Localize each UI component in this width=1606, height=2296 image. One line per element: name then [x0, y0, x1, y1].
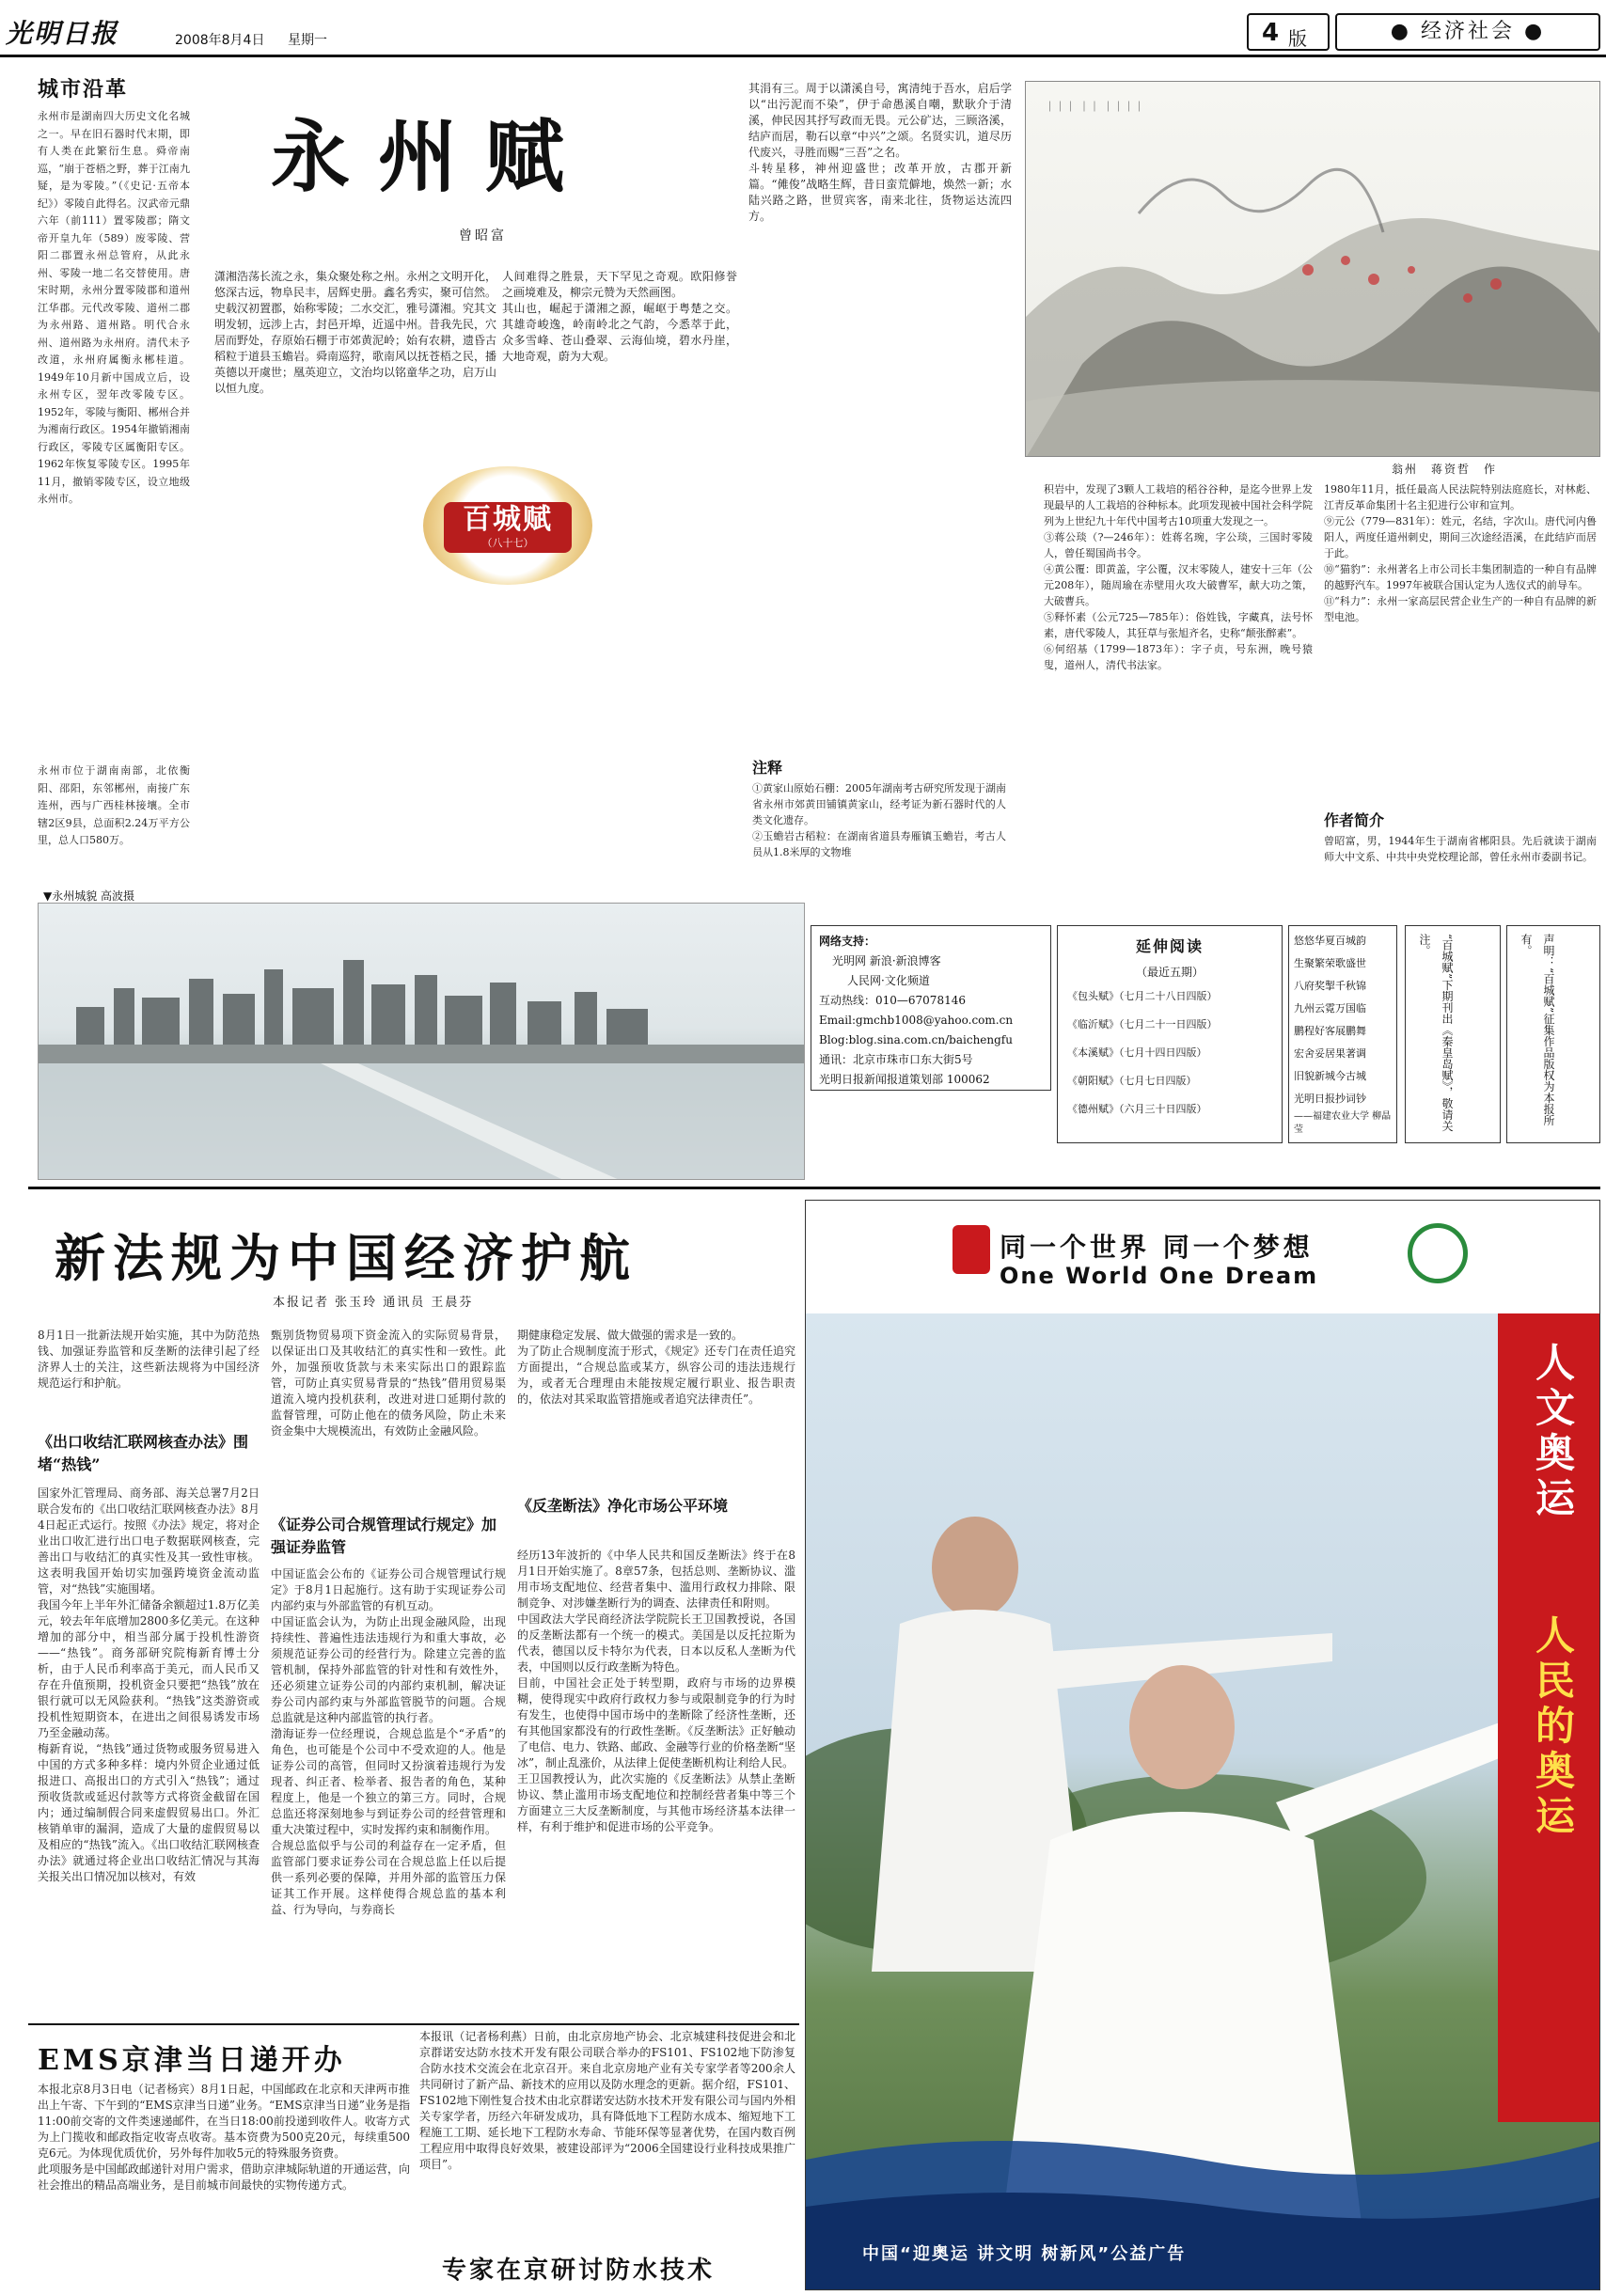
sidebar-city-history — [38, 73, 190, 891]
support-blog[interactable]: Blog:blog.sina.com.cn/baichengfu — [819, 1033, 1013, 1046]
reading-title: 延伸阅读 — [1135, 937, 1204, 955]
support-email[interactable]: Email:gmchb1008@yahoo.com.cn — [819, 1014, 1014, 1027]
law-col-3b: 经历13年波折的《中华人民共和国反垄断法》终于在8月1日开始实施了。8章57条，包括总则、垄断协议、滥用市场支配地位、经营者集中、滥用行政权力排除、限制竞争、对涉嫌垄断行为的调查、法律责任和附则。 中国政法大学民商经济法学院院长王卫国教授说，各国的反垄断法都有一个统一的模式。美国是以反托拉斯为代表，德国以反卡特尔为代表，日本以反私人垄断为代表，中国则以反行政垄断为特色。 目前，中国社会正处于转型期，政府与市场的边界模糊，使得现实中政府行政权力参与或限制竞争的行为时有发生，也使得中国市场中的垄断除了经济性垄断，还有其他国家都没有的行政性垄断。《反垄断法》正好触动了电信、电力、铁路、邮政、金融等行业的价格垄断“坚冰”，制止乱涨价，从法律上促使垄断机构让利给人民。 王卫国教授认为，此次实施的《反垄断法》从禁止垄断协议、禁止滥用市场支配地位和控制经营者集中等三个方面建立三大反垄断制度，与其他市场经济基本法律一样，有利于维护和促进市场的公平竞争。 — [517, 1549, 795, 1833]
support-title: 网络支持： — [819, 935, 876, 948]
ems-title: EMS京津当日递开办 — [38, 2044, 346, 2077]
masthead-date: 2008年8月4日 — [175, 33, 265, 48]
page-number-box — [1247, 13, 1330, 51]
copyright-note — [1506, 925, 1600, 1143]
law-title: 新法规为中国经济护航 — [55, 1228, 638, 1288]
city-photo-caption: ▼永州城貌 高波摄 — [43, 889, 135, 903]
copyright-text: 声明：“百城赋”征集作品版权为本报所有。 — [1519, 934, 1555, 1126]
author-intro-title: 作者简介 — [1324, 811, 1385, 829]
law-col-2a: 甄别货物贸易项下资金流入的实际贸易背景，以保证出口及其收结汇的真实性和一致性。此外，加强预收货款与未来实际出口的跟踪监管，可防止真实贸易背景的“热钱”借用贸易渠道流入境内投机获利，改进对进口延期付款的监督管理，可防止他在的债务风险，防止未来资金集中大规模流出，有效防止金融风险。 — [271, 1329, 506, 1438]
fu-title: 永州赋 — [271, 111, 593, 203]
notes-title: 注释 — [752, 759, 783, 777]
reading-subtitle: （最近五期） — [1135, 966, 1204, 979]
ad-photo — [806, 1313, 1600, 2290]
poem-box — [1288, 925, 1397, 1143]
badge-label: 百城赋 — [463, 503, 553, 536]
section-label: 经济社会 — [1420, 20, 1515, 43]
page-unit: 版 — [1288, 27, 1307, 50]
sidebar-body: 永州市是湖南四大历史文化名城之一。早在旧石器时代末期，即有人类在此繁衍生息。舜帝南巡，“崩于苍梧之野，葬于江南九疑，是为零陵。”（《史记·五帝本纪》）零陵自此得名。汉武帝元鼎六年（前111）置零陵郡；隋文帝开皇九年（589）废零陵、营阳二郡置永州总管府，从此永州、零陵一地二名交替使用。唐宋时期，永州分置零陵郡和道州江华郡。元代改零陵、道州二郡为永州路、道州路。明代合永州、道州路为永州府。清代未予改道，永州府属衡永郴桂道。1949年10月新中国成立后，设永州专区，翌年改零陵专区。1952年，零陵与衡阳、郴州合并为湘南行政区。1954年撤销湘南行政区，零陵专区属衡阳专区。1962年恢复零陵专区。1995年11月，撤销零陵专区，设立地级永州市。 — [38, 110, 190, 505]
top-rule — [0, 55, 1606, 57]
network-support-box — [811, 925, 1051, 1091]
reading-item[interactable]: 《本溪赋》（七月十四日四版） — [1067, 1046, 1207, 1059]
poem-line: 八府奖掣千秋锦 — [1294, 980, 1366, 992]
beijing-emblem-icon — [953, 1225, 990, 1274]
ad-footer: 中国“迎奥运 讲文明 树新风”公益广告 — [862, 2244, 1187, 2264]
olympic-ad[interactable] — [805, 1200, 1600, 2290]
ad-vertical-text-1: 人文奥运 — [1530, 1342, 1576, 1522]
masthead-weekday: 星期一 — [288, 33, 327, 48]
masthead — [0, 0, 1606, 56]
law-col-2b: 中国证监会公布的《证券公司合规管理试行规定》于8月1日起施行。这有助于实现证券公司内部约束与外部监管的有机互动。 中国证监会认为，为防止出现金融风险，出现持续性、普遍性违法违规行为和重大事故，必须规范证券公司的经营行为。除建立完善的监管机制，保持外部监管的针对性和有效性外，还必须建立证券公司的内部约束机制，解决证券公司内部约束与外部监管脱节的问题。合规总监就是这种内部监管的执行者。 渤海证券一位经理说，合规总监是个“矛盾”的角色，也可能是个公司中不受欢迎的人。他是证券公司的高管，但同时又扮演着违规行为发现者、纠正者、检举者、报告者的角色，某种程度上，他是一个独立的第三方。同时，合规总监还将深刻地参与到证券公司的经营管理和重大决策过程中，实时发挥约束和制衡作用。 合规总监似乎与公司的利益存在一定矛盾，但监管部门要求证券公司在合规总监上任以后提供一系列必要的保障，并用外部的监管压力保证其工作开展。这样使得合规总监的基本利益、行为导向，与券商长 — [271, 1567, 506, 1916]
ad-vertical-text-2: 人民的奥运 — [1530, 1614, 1576, 1840]
ad-photo-svg — [806, 1313, 1600, 2290]
painting-svg — [1026, 82, 1600, 457]
reading-item[interactable]: 《朝阳赋》（七月七日四版） — [1067, 1075, 1197, 1087]
waterproof-title: 专家在京研讨防水技术 — [442, 2257, 716, 2285]
author-intro-body: 曾昭富，男，1944年生于湖南省郴阳县。先后就读于湖南师大中文系、中共中央党校理论部，曾任永州市委副书记。 — [1324, 835, 1597, 863]
ad-red-banner — [1498, 1313, 1600, 2122]
section-divider — [28, 1187, 1600, 1189]
city-photo — [38, 903, 805, 1180]
law-subhead-1: 《出口收结汇联网核查办法》围堵“热钱” — [38, 1433, 249, 1473]
reading-item[interactable]: 《临沂赋》（七月二十一日四版） — [1067, 1018, 1218, 1030]
painting-caption: 翁州 蒋资哲 作 — [1392, 463, 1498, 476]
poem-signature: ——福建农业大学 柳晶莹 — [1294, 1111, 1392, 1135]
fu-column-1: 潇湘浩荡长流之永，集众聚处称之州。永州之文明开化，悠深古远，物阜民丰，居辉史册。鑫名秀实，聚可信然。 史载汉初置郡，始称零陵；二水交汇，雅号潇湘。究其文明发轫，远涉上古，封邑开埠，近遥中州。昔我先民，穴居而野处，存原始石棚于市郊黄泥岭；始有农耕，遗昏古稻粒于道县玉蟾岩。舜南巡狩，歌南风以抚苍梧之民，播英德以开虞世；凰英迎立，文治均以铭童华之功，启万山以恒九度。 — [214, 270, 496, 395]
ad-header — [806, 1201, 1600, 1313]
extended-reading-box — [1057, 925, 1283, 1143]
ems-divider — [28, 2023, 799, 2025]
law-col-1: 国家外汇管理局、商务部、海关总署7月2日联合发布的《出口收结汇联网核查办法》8月4日起正式运行。按照《办法》规定，将对企业出口收汇进行出口电子数据联网核查，完善出口与收结汇的真实性及其一致性审核。这表明我国开始切实加强跨境资金流动监管，对“热钱”实施围堵。 我国今年上半年外汇储备余额超过1.8万亿美元，较去年年底增加2800多亿美元。在这种增加的部分中，相当部分属于投机性游资——“热钱”。商务部研究院梅新育博士分析，由于人民币利率高于美元，而人民币又存在升值预期，投机资金只要把“热钱”放在银行就可以无风险获利。“热钱”这类游资或投机性短期资本，在进出之间很易诱发市场乃至金融动荡。 梅新育说，“热钱”通过货物或服务贸易进入中国的方式多种多样：境内外贸企业通过低报进口、高报出口的方式引入“热钱”；通过预收货款或延迟付款等方式将资金截留在国内；通过编制假合同来虚假贸易出口。外汇核销单审的漏洞，造成了大量的虚假贸易以及相应的“热钱”流入。《出口收结汇联网核查办法》就通过将企业出口收结汇情况与其海关报关出口情况加以核对，有效 — [38, 1486, 260, 1883]
landscape-painting — [1025, 81, 1600, 457]
ems-body: 本报北京8月3日电（记者杨宾）8月1日起，中国邮政在北京和天津两市推出上午寄、下午到的“EMS京津当日递”业务。“EMS京津当日递”业务是指11:00前交寄的文件类速递邮件，在当日18:00前投递到收件人。收寄方式为上门揽收和邮政指定收寄点收寄。基本资费为500克20元，每续重500克6元。为体现优质优价，另外每件加收5元的特殊服务资费。 此项服务是中国邮政邮递针对用户需求，借助京津城际轨道的开通运营，向社会推出的精品高端业务，是目前城市间最快的实物传递方式。 — [38, 2083, 410, 2192]
reading-item[interactable]: 《包头赋》（七月二十八日四版） — [1067, 990, 1218, 1002]
page-number: 4 — [1262, 19, 1280, 47]
fu-author: 曾昭富 — [459, 228, 507, 244]
support-address: 通讯：北京市珠市口东大街5号 — [819, 1053, 973, 1066]
poem-line: 悠悠华夏百城韵 — [1294, 935, 1366, 947]
next-issue-text: “百城赋”下期刊出《秦皇岛赋》，敬请关注。 — [1418, 934, 1454, 1132]
fu-column-5: 1980年11月，抵任最高人民法院特别法庭庭长，对林彪、江青反革命集团十名主犯进行公审和宣判。 ⑨元公（779—831年）：姓元，名结，字次山。唐代河内鲁阳人，两度任道州刺史，期间三次途经浯溪，在此结庐而居于此。 ⑩“猫豹”：永州著名上市公司长丰集团制造的一种自有品牌的越野汽车。1997年被联合国认定为人选仪式的前导车。 ⑪“科力”：永州一家高层民营企业生产的一种自有品牌的新型电池。 — [1324, 483, 1597, 623]
support-line-1: 光明网 新浪·新浪博客 — [832, 954, 941, 967]
city-photo-svg — [39, 904, 805, 1180]
fu-column-4: 积岩中，发现了3颗人工栽培的稻谷谷种，是迄今世界上发现最早的人工栽培的谷种标本。此项发现被中国社会科学院列为上世纪九十年代中国考古10项重大发现之一。 ③蒋公琰（?—246年）：姓蒋名琬，字公琰，三国时零陵人，曾任蜀国尚书令。 ④黄公覆：即黄盖，字公覆，汉末零陵人，建安十三年（公元208年），随周瑜在赤壁用火攻大破曹军，献大功之策，大破曹兵。 ⑤释怀素（公元725—785年）：俗姓钱，字藏真，法号怀素，唐代零陵人，其狂草与张旭齐名，史称“颠张醉素”。 ⑥何绍基（1799—1873年）：字子贞，号东洲，晚号猿叟，道州人，清代书法家。 — [1044, 483, 1313, 671]
law-subhead-3: 《反垄断法》净化市场公平环境 — [517, 1497, 729, 1515]
reading-item[interactable]: 《德州赋》（六月三十日四版） — [1067, 1103, 1207, 1115]
poem-line: 宏舍妥居果著调 — [1294, 1047, 1366, 1060]
badge-sub: （八十七） — [481, 537, 534, 549]
poem-line: 九州云霓万国临 — [1294, 1002, 1366, 1014]
section-label-box — [1335, 13, 1600, 51]
law-lead: 8月1日一批新法规开始实施，其中为防范热钱、加强证券监管和反垄断的法律引起了经济界人士的关注，这些新法规将为中国经济规范运行和护航。 — [38, 1329, 260, 1390]
svg-text:｜｜｜ ｜｜ ｜｜｜｜: ｜｜｜ ｜｜ ｜｜｜｜ — [1045, 101, 1144, 113]
ad-slogan-cn: 同一个世界 同一个梦想 — [1000, 1232, 1314, 1263]
fu-column-3: 其涓有三。周于以潇溪自号，寓清纯于吾水，启后学以“出污泥而不染”，伊于命愚溪自嘲，默耿介于清溪，伸民因其抒写政而无畏。元公矿达，三顾洛溪，结庐而居，勒石以章“中兴”之颂。名贤实讥，道尽历代废兴，寻胜而赐“三吾”之名。 斗转星移，神州迎盛世；改革开放，古郡开新篇。“傩俊”战略生辉，昔日蛮荒僻地，焕然一新；水陆兴路之路，世贸宾客，南来北往，货物运达流四方。 — [748, 82, 1012, 223]
law-byline: 本报记者 张玉玲 通讯员 王晨芬 — [273, 1296, 474, 1310]
support-line-2: 人民网·文化频道 — [847, 974, 930, 987]
poem-line: 旧貌新城今古城 — [1294, 1070, 1366, 1082]
notes-body: ①黄家山原始石棚：2005年湖南考古研究所发现于湖南省永州市郊黄田铺镇黄家山，经考证为新石器时代的人类文化遗存。 ②玉蟾岩古稻粒：在湖南省道县寿雁镇玉蟾岩，考古人员从1.8米厚的文物堆 — [752, 782, 1006, 858]
fu-column-2: 人间难得之胜景，天下罕见之奇观。欧阳修誉之画境难及，柳宗元赞为天然画图。 其山也，崛起于潇湘之源，崛岖于粤楚之交。其雄奇峻逸，岭南岭北之气韵，今悉萃于此，众多雪峰、苍山叠翠、云海仙境，碧水丹崖，大地奇观，蔚为大观。 — [502, 270, 737, 363]
poem-line: 光明日报抄词钞 — [1294, 1093, 1366, 1105]
masthead-logo: 光明日报 — [6, 18, 119, 49]
paralympic-emblem-icon — [1408, 1223, 1468, 1283]
sidebar-body-2: 永州市位于湖南南部，北依衡阳、邵阳，东邻郴州，南接广东连州，西与广西桂林接壤。全市辖2区9县，总面积2.24万平方公里，总人口580万。 — [38, 764, 190, 846]
dot-icon: ● — [1524, 20, 1546, 43]
poem-line: 生聚繁荣歌盛世 — [1294, 957, 1366, 969]
support-address-2: 光明日报新闻报道策划部 100062 — [819, 1073, 990, 1086]
ad-slogan-en: One World One Dream — [1000, 1263, 1319, 1289]
support-hotline: 互动热线：010—67078146 — [819, 994, 966, 1007]
sidebar-title: 城市沿革 — [38, 78, 129, 102]
waterproof-body: 本报讯（记者杨利燕）日前，由北京房地产协会、北京城建科技促进会和北京群诺安达防水技术开发有限公司联合举办的FS101、FS102地下防渗复合防水技术交流会在北京召开。来自北京房地产业有关专家学者等200余人共同研讨了新产品、新技术的应用以及防水理念的更新。据介绍，FS101、FS102地下刚性复合技术由北京群诺安达防水技术开发有限公司与国内外相关专家学者，历经六年研发成功，具有降低地下工程防水成本、缩短地下工程施工工期、延长地下工程防水寿命、节能环保等显著优势，在国内数百例工程应用中取得良好效果，被建设部评为“2006全国建设行业科技成果推广项目”。 — [419, 2030, 795, 2171]
law-col-3a: 期健康稳定发展、做大做强的需求是一致的。 为了防止合规制度流于形式，《规定》还专门在责任追究方面提出，“合规总监或某方，纵容公司的违法违规行为，或者无合理理由未能按规定履行职业、报告职责的，依法对其采取监管措施或者追究法律责任”。 — [517, 1329, 795, 1406]
dot-icon: ● — [1390, 20, 1411, 43]
next-issue-note — [1405, 925, 1501, 1143]
poem-line: 鹏程好客展鹏舞 — [1294, 1025, 1366, 1037]
law-subhead-2: 《证券公司合规管理试行规定》加强证券监管 — [271, 1516, 497, 1556]
